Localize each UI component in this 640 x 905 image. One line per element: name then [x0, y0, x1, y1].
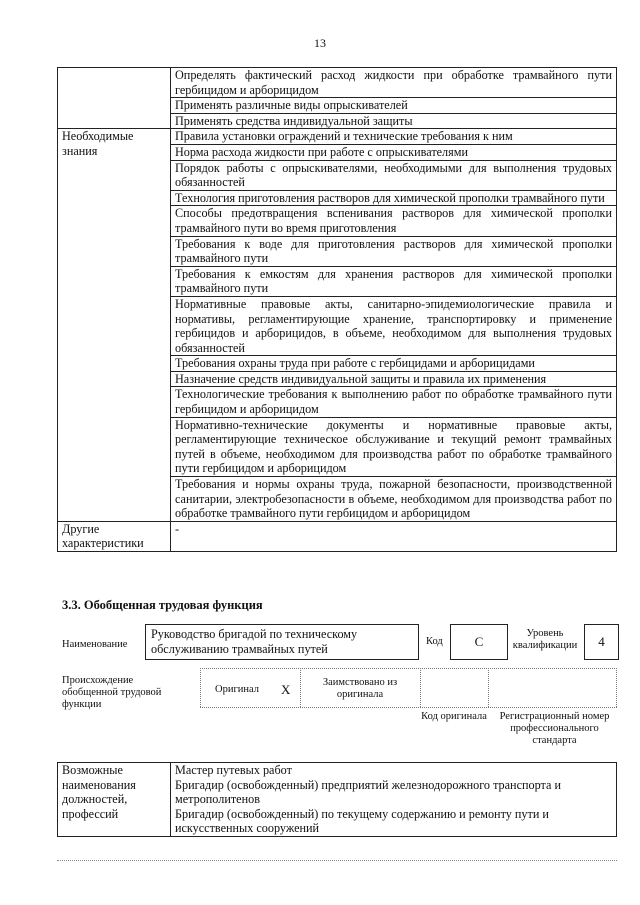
origin-frame-top — [200, 668, 617, 669]
skills-knowledge-table — [57, 67, 617, 552]
origin-divider — [420, 668, 421, 707]
table-cell: Нормативные правовые акты, санитарно-эпидемиологические правила и нормативы, регламентирующие хранение, транспортировку и применение гербицидов и арборицидов, в объеме, необходимом для выполнения трудовых обязанностей — [171, 296, 617, 355]
table-row — [58, 521, 617, 551]
name-value: Руководство бригадой по техническому обслуживанию трамвайных путей — [151, 627, 358, 656]
knowledge-label: Необходимые знания — [58, 129, 171, 521]
table-cell: Способы предотвращения вспенивания растворов для химической прополки трамвайного пути во время приготовления — [171, 206, 617, 236]
position-item: Бригадир (освобожденный) предприятий железнодорожного транспорта и метрополитенов — [175, 777, 561, 807]
table-cell: Применять различные виды опрыскивателей — [171, 98, 617, 114]
origin-label: Происхождение обобщенной трудовой функции — [62, 675, 162, 710]
level-value: 4 — [584, 624, 619, 660]
table-cell: Технология приготовления растворов для химической прополки трамвайного пути — [171, 190, 617, 206]
origin-frame-left — [200, 668, 201, 707]
table-row — [58, 129, 617, 145]
reg-number-label: Регистрационный номер профессионального стандарта — [499, 711, 610, 746]
empty-label-cell — [58, 68, 171, 129]
table-cell: Порядок работы с опрыскивателями, необходимыми для выполнения трудовых обязанностей — [171, 160, 617, 190]
name-box — [145, 624, 419, 660]
section-title: 3.3. Обобщенная трудовая функция — [62, 598, 263, 612]
table-cell: Нормативно-технические документы и нормативные правовые акты, регламентирующие техническое обслуживание и текущий ремонт трамвайных путей в объеме, необходимом для производства работ по обработке трамвайного пути гербицидом и арборицидом — [171, 417, 617, 476]
table-cell: Технологические требования к выполнению работ по обработке трамвайного пути гербицидом и арборицидом — [171, 387, 617, 417]
original-label: Оригинал — [215, 684, 259, 695]
table-cell: Определять фактический расход жидкости при обработке трамвайного пути гербицидом и арборицидом — [171, 68, 617, 98]
origin-divider — [488, 668, 489, 707]
table-cell: Норма расхода жидкости при работе с опрыскивателями — [171, 144, 617, 160]
original-mark: X — [281, 682, 291, 697]
table-cell: Требования к воде для приготовления растворов для химической прополки трамвайного пути — [171, 236, 617, 266]
table-cell: Правила установки ограждений и технические требования к ним — [171, 129, 617, 145]
origin-frame-right — [616, 668, 617, 707]
table-cell: Требования и нормы охраны труда, пожарной безопасности, производственной санитарии, электробезопасности в объеме, необходимом для производства работ по обработке трамвайного пути гербицидом и арборицидом — [171, 477, 617, 522]
code-label: Код — [426, 636, 443, 647]
bottom-divider — [57, 860, 617, 861]
positions-table — [57, 762, 617, 837]
table-cell: Требования к емкостям для хранения растворов для химической прополки трамвайного пути — [171, 266, 617, 296]
origin-frame-bottom — [200, 707, 617, 708]
other-label: Другие характеристики — [58, 521, 171, 551]
position-item: Мастер путевых работ — [175, 763, 292, 777]
positions-cell — [171, 763, 617, 837]
position-item: Бригадир (освобожденный) по текущему содержанию и ремонту пути и искусственных сооружений — [175, 806, 549, 836]
borrowed-label: Заимствовано из оригинала — [322, 677, 398, 700]
table-cell: Назначение средств индивидуальной защиты и правила их применения — [171, 371, 617, 387]
origin-divider — [300, 668, 301, 707]
table-row — [58, 763, 617, 837]
level-label: Уровень квалификации — [512, 628, 578, 651]
code-value: C — [450, 624, 508, 660]
page-number: 13 — [314, 36, 326, 50]
code-original-label: Код оригинала — [421, 711, 487, 722]
other-value: - — [171, 521, 617, 551]
table-cell: Применять средства индивидуальной защиты — [171, 113, 617, 129]
table-row — [58, 68, 617, 98]
table-cell: Требования охраны труда при работе с гербицидами и арборицидами — [171, 356, 617, 372]
name-label: Наименование — [62, 639, 128, 650]
positions-label: Возможные наименования должностей, профессий — [58, 763, 171, 837]
